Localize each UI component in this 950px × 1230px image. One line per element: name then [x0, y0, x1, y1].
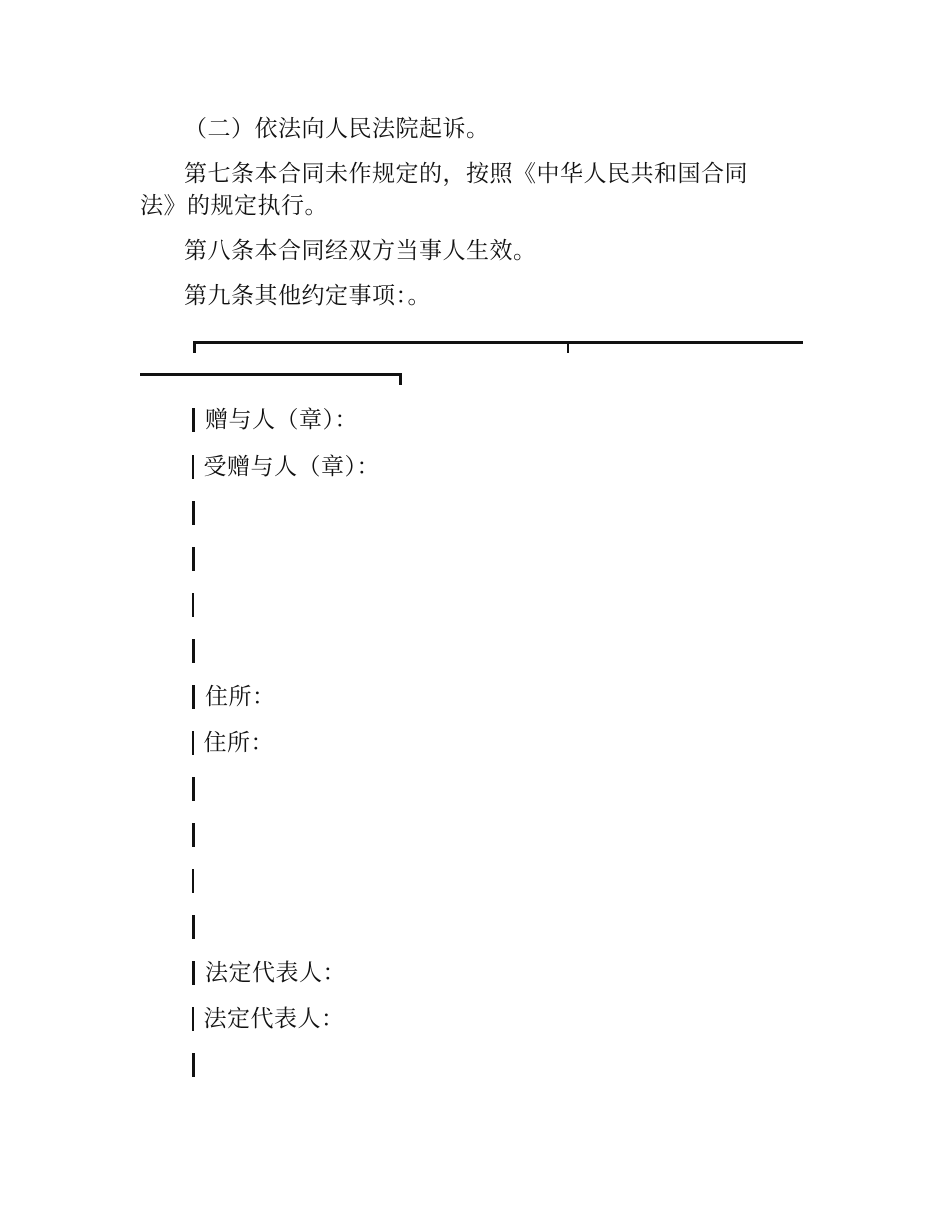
row-donor-seal: [192, 405, 358, 435]
table-border: [192, 1053, 195, 1077]
article-7-line-2: 法》的规定执行。: [140, 193, 328, 219]
row-empty: [192, 590, 204, 620]
row-donee-seal: [192, 452, 380, 482]
table-border: [192, 869, 194, 893]
table-border: [192, 685, 195, 709]
table-border: [192, 408, 195, 432]
donor-address-label: 住所：: [205, 684, 276, 710]
table-border: [192, 961, 195, 985]
table-border: [192, 915, 195, 939]
article-8: 第八条本合同经双方当事人生效。: [184, 238, 537, 264]
table-corner-left: [193, 341, 196, 353]
table-border: [192, 731, 194, 755]
row-empty: [192, 866, 204, 896]
table-border: [192, 777, 195, 801]
clause-item-2: （二）依法向人民法院起诉。: [184, 116, 490, 142]
donor-seal-label: 赠与人（章）：: [205, 407, 358, 433]
table-border: [192, 823, 195, 847]
table-corner-right: [399, 373, 402, 385]
table-border: [192, 639, 195, 663]
row-empty: [192, 774, 205, 804]
row-donee-address: [192, 728, 274, 758]
donee-address-label: 住所：: [203, 730, 274, 756]
row-donee-rep: [192, 1004, 345, 1034]
table-border: [192, 501, 195, 525]
table-border: [192, 547, 195, 571]
row-empty: [192, 544, 205, 574]
row-donor-address: [192, 682, 276, 712]
donee-rep-label: 法定代表人：: [203, 1006, 345, 1032]
table-top-border: [193, 341, 803, 344]
table-mid-tick: [567, 343, 569, 353]
row-donor-rep: [192, 958, 346, 988]
donee-seal-label: 受赠与人（章）：: [203, 454, 380, 480]
row-empty: [192, 498, 205, 528]
row-empty: [192, 912, 205, 942]
table-border: [192, 593, 194, 617]
table-border: [192, 455, 194, 479]
table-border: [192, 1007, 194, 1031]
article-9: 第九条其他约定事项：。: [184, 283, 431, 309]
article-7-line-1: 第七条本合同未作规定的，按照《中华人民共和国合同: [184, 161, 748, 187]
row-empty: [192, 1050, 205, 1080]
row-empty: [192, 636, 205, 666]
donor-rep-label: 法定代表人：: [205, 960, 346, 986]
table-top-border-wrap: [140, 373, 402, 376]
row-empty: [192, 820, 205, 850]
